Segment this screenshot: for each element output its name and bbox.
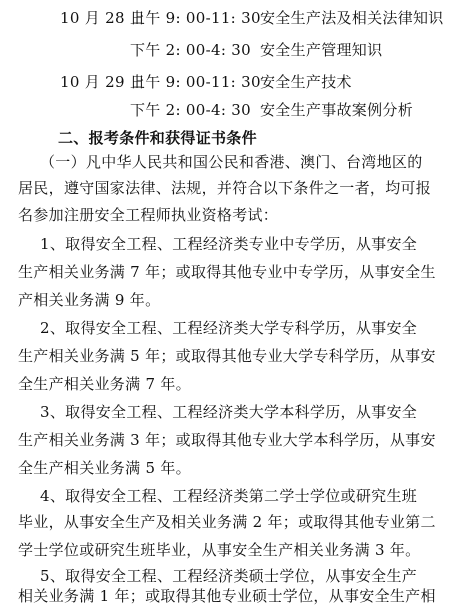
schedule-time: 上午 9: 00-11: 30	[130, 9, 261, 27]
schedule-time: 下午 2: 00-4: 30	[130, 101, 251, 119]
schedule-time: 上午 9: 00-11: 30	[130, 73, 261, 91]
schedule-subject: 安全生产管理知识	[260, 41, 383, 59]
schedule-time: 下午 2: 00-4: 30	[130, 41, 251, 59]
schedule-row	[60, 40, 382, 60]
paragraph-line: 生产相关业务满 5 年；或取得其他专业大学专科学历，从事安	[18, 347, 436, 365]
paragraph-line: 毕业，从事安全生产及相关业务满 2 年；或取得其他专业第二	[18, 513, 436, 531]
paragraph-line: （一）凡中华人民共和国公民和香港、澳门、台湾地区的	[40, 153, 423, 171]
paragraph-line: 4、取得安全工程、工程经济类第二学士学位或研究生班	[40, 487, 418, 505]
schedule-row	[60, 72, 352, 92]
schedule-row	[60, 100, 413, 120]
schedule-subject: 安全生产事故案例分析	[260, 101, 414, 119]
schedule-subject: 安全生产技术	[260, 73, 352, 91]
paragraph-line: 5、取得安全工程、工程经济类硕士学位，从事安全生产	[40, 567, 418, 585]
paragraph-line: 相关业务满 1 年；或取得其他专业硕士学位，从事安全生产相	[18, 587, 436, 605]
paragraph-line: 产相关业务满 9 年。	[18, 291, 161, 309]
paragraph-line: 名参加注册安全工程师执业资格考试：	[18, 206, 279, 224]
schedule-date: 10 月 29 日	[60, 73, 146, 91]
paragraph-line: 全生产相关业务满 7 年。	[18, 375, 191, 393]
schedule-date: 10 月 28 日	[60, 9, 146, 27]
paragraph-line: 3、取得安全工程、工程经济类大学本科学历，从事安全	[40, 403, 418, 421]
schedule-row	[60, 8, 444, 28]
paragraph-line: 生产相关业务满 7 年；或取得其他专业中专学历，从事安全生	[18, 263, 436, 281]
schedule-subject: 安全生产法及相关法律知识	[260, 9, 444, 27]
paragraph-line: 居民，遵守国家法律、法规，并符合以下条件之一者，均可报	[18, 179, 432, 197]
paragraph-line: 全生产相关业务满 5 年。	[18, 459, 191, 477]
paragraph-line: 1、取得安全工程、工程经济类专业中专学历，从事安全	[40, 235, 418, 253]
section-heading: 二、报考条件和获得证书条件	[58, 129, 257, 147]
paragraph-line: 2、取得安全工程、工程经济类大学专科学历，从事安全	[40, 319, 418, 337]
paragraph-line: 生产相关业务满 3 年；或取得其他专业大学本科学历，从事安	[18, 431, 436, 449]
paragraph-line: 学士学位或研究生班毕业，从事安全生产相关业务满 3 年。	[18, 541, 421, 559]
